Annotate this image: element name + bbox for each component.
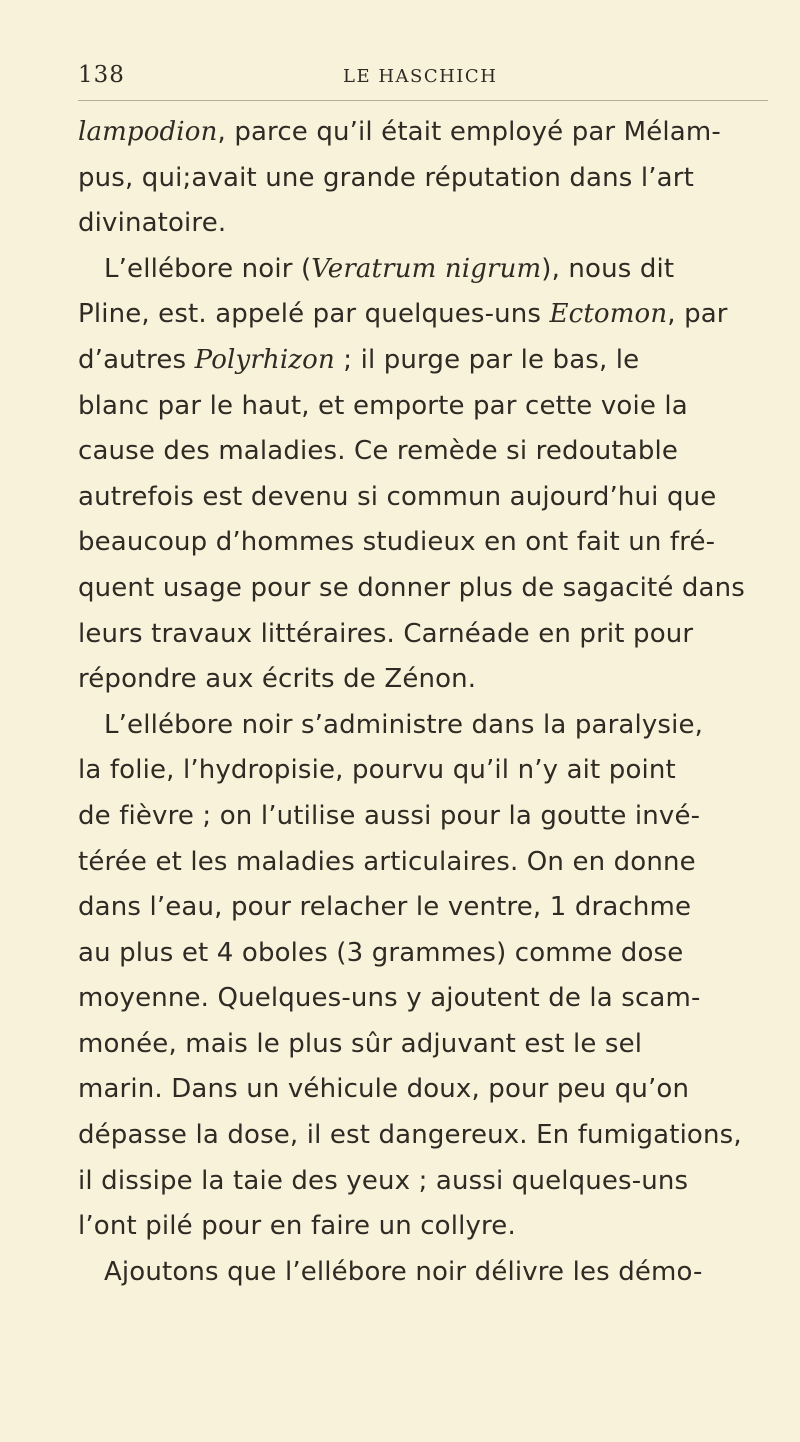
text-line: moyenne. Quelques-uns y ajoutent de la scam- (78, 983, 701, 1014)
text-line: autrefois est devenu si commun aujourd’hui que (78, 481, 717, 512)
text-line: térée et les maladies articulaires. On en donne (78, 846, 696, 877)
text-line: Pline, est. appelé par quelques-uns Ectomon, par (78, 299, 728, 330)
text-line: de fièvre ; on l’utilise aussi pour la goutte invé- (78, 800, 701, 831)
text-line: la folie, l’hydropisie, pourvu qu’il n’y ait point (78, 755, 676, 786)
text-line: répondre aux écrits de Zénon. (78, 664, 477, 695)
text-line: divinatoire. (78, 208, 227, 239)
text-line: marin. Dans un véhicule doux, pour peu qu’on (78, 1074, 690, 1105)
page-number: 138 (78, 62, 125, 88)
text-line: blanc par le haut, et emporte par cette voie la (78, 390, 688, 421)
paragraph-start-line: Ajoutons que l’ellébore noir délivre les démo- (104, 1256, 703, 1287)
text-line: il dissipe la taie des yeux ; aussi quelques-uns (78, 1165, 689, 1196)
text-line: dans l’eau, pour relacher le ventre, 1 drachme (78, 892, 692, 923)
running-title: LE HASCHICH (343, 66, 498, 87)
text-line: cause des maladies. Ce remède si redoutable (78, 436, 678, 467)
text-line: pus, qui;avait une grande réputation dans l’art (78, 162, 694, 193)
text-line: dépasse la dose, il est dangereux. En fumigations, (78, 1120, 742, 1151)
text-line: l’ont pilé pour en faire un collyre. (78, 1211, 516, 1242)
text-line: monée, mais le plus sûr adjuvant est le sel (78, 1028, 643, 1059)
paragraph-start-line: L’ellébore noir (Veratrum nigrum), nous dit (104, 253, 675, 284)
paragraph-start-line: L’ellébore noir s’administre dans la paralysie, (104, 709, 704, 740)
text-line: d’autres Polyrhizon ; il purge par le bas, le (78, 344, 640, 375)
text-line: lampodion, parce qu’il était employé par Mélam- (78, 117, 721, 147)
body-text (78, 110, 768, 1295)
text-line: quent usage pour se donner plus de sagacité dans (78, 572, 745, 603)
text-line: beaucoup d’hommes studieux en ont fait un fré- (78, 527, 716, 558)
page-header (78, 62, 768, 96)
header-divider (78, 100, 768, 101)
text-line: au plus et 4 oboles (3 grammes) comme dose (78, 937, 684, 968)
text-line: leurs travaux littéraires. Carnéade en prit pour (78, 618, 694, 649)
